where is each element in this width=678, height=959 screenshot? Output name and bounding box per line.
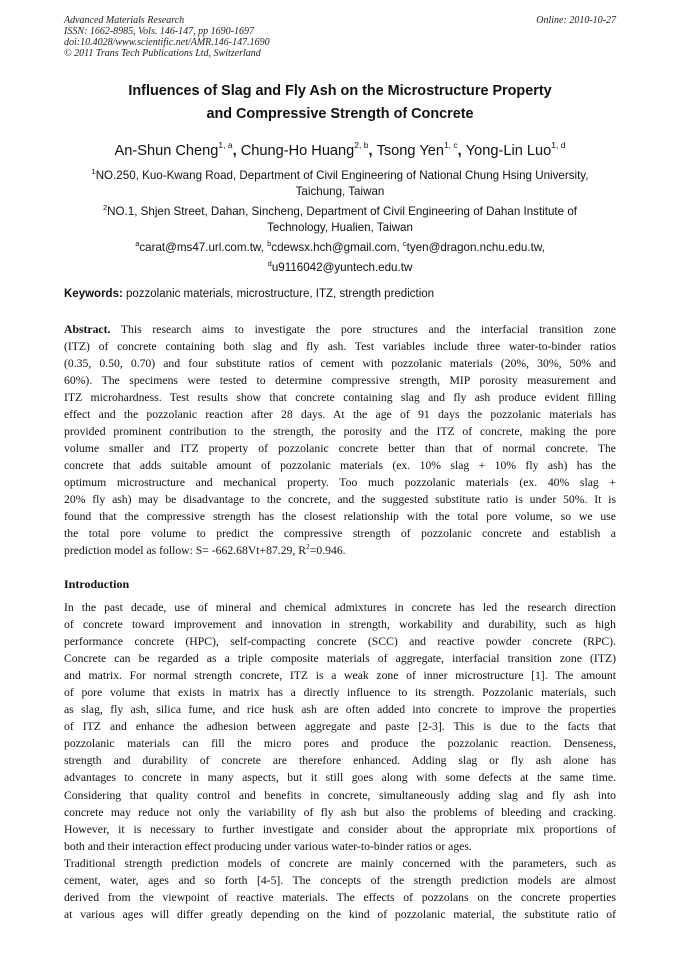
paragraph-line: In the past decade, use of mineral and chemical admixtures in concrete has led the research direction [64,601,616,614]
paragraph-line: derived from the viewpoint of reactive materials. The effects of pozzolans on the concrete properties [64,890,616,904]
keywords-label: Keywords: [64,288,123,300]
paragraph-line: as slag, fly ash, silica fume, and rice husk ash are often added into concrete to improve the properties [64,703,616,717]
paragraph-line: strength and durability of concrete are therefore enhanced. Adding slag or fly ash alone has [64,754,616,768]
paragraph-line: of ITZ and enhance the adhesion between aggregate and paste [2-3]. This is due to the facts that [64,720,616,734]
abstract-line: found that the compressive strength has the closest relationship with the total pore volume, so we use [64,510,616,523]
title-line-1: Influences of Slag and Fly Ash on the Microstructure Property [128,83,552,99]
abstract-line: optimum microstructure and mechanical property. Too much pozzolanic materials (ex. 40% slag + [64,476,616,489]
paragraph-line: both and their interaction effect producing under various water-to-binder ratios or ages. [64,839,472,853]
abstract-line: volume smaller and ITZ property of pozzolanic concrete better than that of normal concrete. The [64,442,616,455]
paragraph-line: Traditional strength prediction models of concrete are mainly concerned with the parameters, such as [64,856,616,870]
affiliation-1 [64,164,616,200]
abstract-line: ITZ microhardness. Test results show that concrete containing slag and fly ash produce evident filling [64,391,616,404]
keywords [64,287,616,301]
author-name: Tsong Yen [376,142,444,159]
affiliation-text: NO.1, Shjen Street, Dahan, Sincheng, Department of Civil Engineering of Dahan Institute of [107,204,577,218]
abstract-line: effect and the pozzolanic reaction after 28 days. At the age of 91 days the pozzolanic materials has [64,408,616,421]
paragraph-line: of concrete toward improvement and innovation in strength, workability and durability, such as high [64,618,616,632]
author-list [64,136,616,161]
affiliation-text: NO.250, Kuo-Kwang Road, Department of Civil Engineering of National Chung Hsing University, [95,168,589,182]
abstract-line: (0.35, 0.50, 0.70) and four substitute ratios of cement with pozzolanic materials (20%, 30%, 50% and [64,357,616,370]
author-name: Yong-Lin Luo [465,142,552,159]
email-mark: b [267,239,272,248]
author-affiliation-mark: 1, a [218,140,233,150]
email-mark: a [135,239,140,248]
paragraph-line: concrete may reduce not only the variability of fly ash but also the problems of bleeding and cracking. [64,805,616,819]
author-affiliation-mark: 1, c [443,140,458,150]
issn-line: ISSN: 1662-8985, Vols. 146-147, pp 1690-1697 [64,26,254,37]
introduction-heading: Introduction [64,577,130,591]
paragraph-line: pozzolanic materials can fill the micro pores and produce the pozzolanic reaction. Denseness, [64,737,616,751]
paragraph-line: advantages to concrete in many aspects, but it still goes along with some defects at the same time. [64,771,616,785]
email-mark: c [402,239,407,248]
abstract-line: provided prominent contribution to the strength, the porosity and the ITZ of concrete, making the pore [64,425,616,438]
introduction-body [64,599,616,923]
abstract-line: Abstract. This research aims to investigate the pore structures and the interfacial transition zone [64,323,616,336]
paragraph-line: Concrete can be regarded as a triple composite materials of aggregate, interfacial transition zone (ITZ) [64,652,616,666]
abstract-line: concrete that adds suitable amount of pozzolanic materials (ex. 10% slag + 10% fly ash) has the [64,459,616,472]
paragraph-line: at various ages will differ greatly depending on the kind of pozzolanic material, the substitute ratio of [64,907,616,921]
author-separator: , [457,142,466,159]
paragraph-line: Considering that quality control and benefits in concrete, simultaneously adding slag and fly ash into [64,788,616,802]
paragraph-line: cement, water, ages and so forth [4-5]. The concepts of the strength prediction models are almost [64,873,616,887]
keywords-text: pozzolanic materials, microstructure, ITZ, strength prediction [122,288,435,300]
author-separator: , [368,142,377,159]
affiliation-text: Taichung, Taiwan [295,184,385,198]
email-mark: d [267,258,272,268]
paragraph-line: performance concrete (HPC), self-compacting concrete (SCC) and reactive powder concrete (RPC). [64,635,616,649]
abstract-line: (ITZ) of concrete containing both slag and fly ash. Test variables include three water-to-binder ratios [64,340,616,353]
author-name: Chung-Ho Huang [240,142,355,159]
affiliation-mark: 2 [103,203,108,212]
email-address[interactable]: tyen@dragon.nchu.edu.tw [406,240,542,254]
email-address[interactable]: cdewsx.hch@gmail.com [271,240,397,254]
author-affiliation-mark: 1, d [551,140,566,150]
paragraph-line: and matrix. For normal strength concrete, ITZ is a weak zone of inner microstructure [1]. The amount [64,669,616,683]
author-name: An-Shun Cheng [114,142,219,159]
abstract-label: Abstract. [64,323,111,336]
journal-header [64,15,616,59]
doi-line: doi:10.4028/www.scientific.net/AMR.146-147.1690 [64,37,270,48]
paragraph-line: However, it is necessary to further investigate and consider about the appropriate mix proportions of [64,822,616,836]
abstract-line: 20% fly ash) may be disadvantage to the concrete, and the suggested substitute ratio is under 50%. It is [64,493,616,506]
email-address[interactable]: u9116042@yuntech.edu.tw [271,260,413,274]
author-emails: $^a$carat@ms47.url.com.tw, $^b$cdewsx.hch@gmail.com, $^c$tyen@dragon.nchu.edu.tw, $^d$u9116042@yuntech.edu.tw [135,239,545,274]
affiliation-text: Technology, Hualien, Taiwan [267,220,413,234]
abstract-line: 60%). The specimens were tested to determine compressive strength, MIP porosity measurement and [64,374,616,387]
title-line-2: and Compressive Strength of Concrete [206,106,474,122]
affiliation-mark: 1 [91,167,96,176]
affiliation-2 [64,200,616,236]
abstract [64,321,616,559]
paper-title [64,80,616,126]
online-date: Online: 2010-10-27 [536,15,616,26]
journal-name: Advanced Materials Research [64,15,185,26]
copyright-line: © 2011 Trans Tech Publications Ltd, Switzerland [64,48,261,59]
author-separator: , [232,142,241,159]
abstract-line: the total pore volume to predict the compressive strength of pozzolanic concrete and establish a [64,527,616,540]
email-address[interactable]: carat@ms47.url.com.tw [139,240,261,254]
abstract-line: prediction model as follow: S= -662.68Vt+87.29, $R^2=0.946$. [64,542,346,557]
author-affiliation-mark: 2, b [354,140,369,150]
paragraph-line: of pore volume that exists in matrix has a directly influence to its strength. Pozzolanic materials, such [64,686,616,700]
